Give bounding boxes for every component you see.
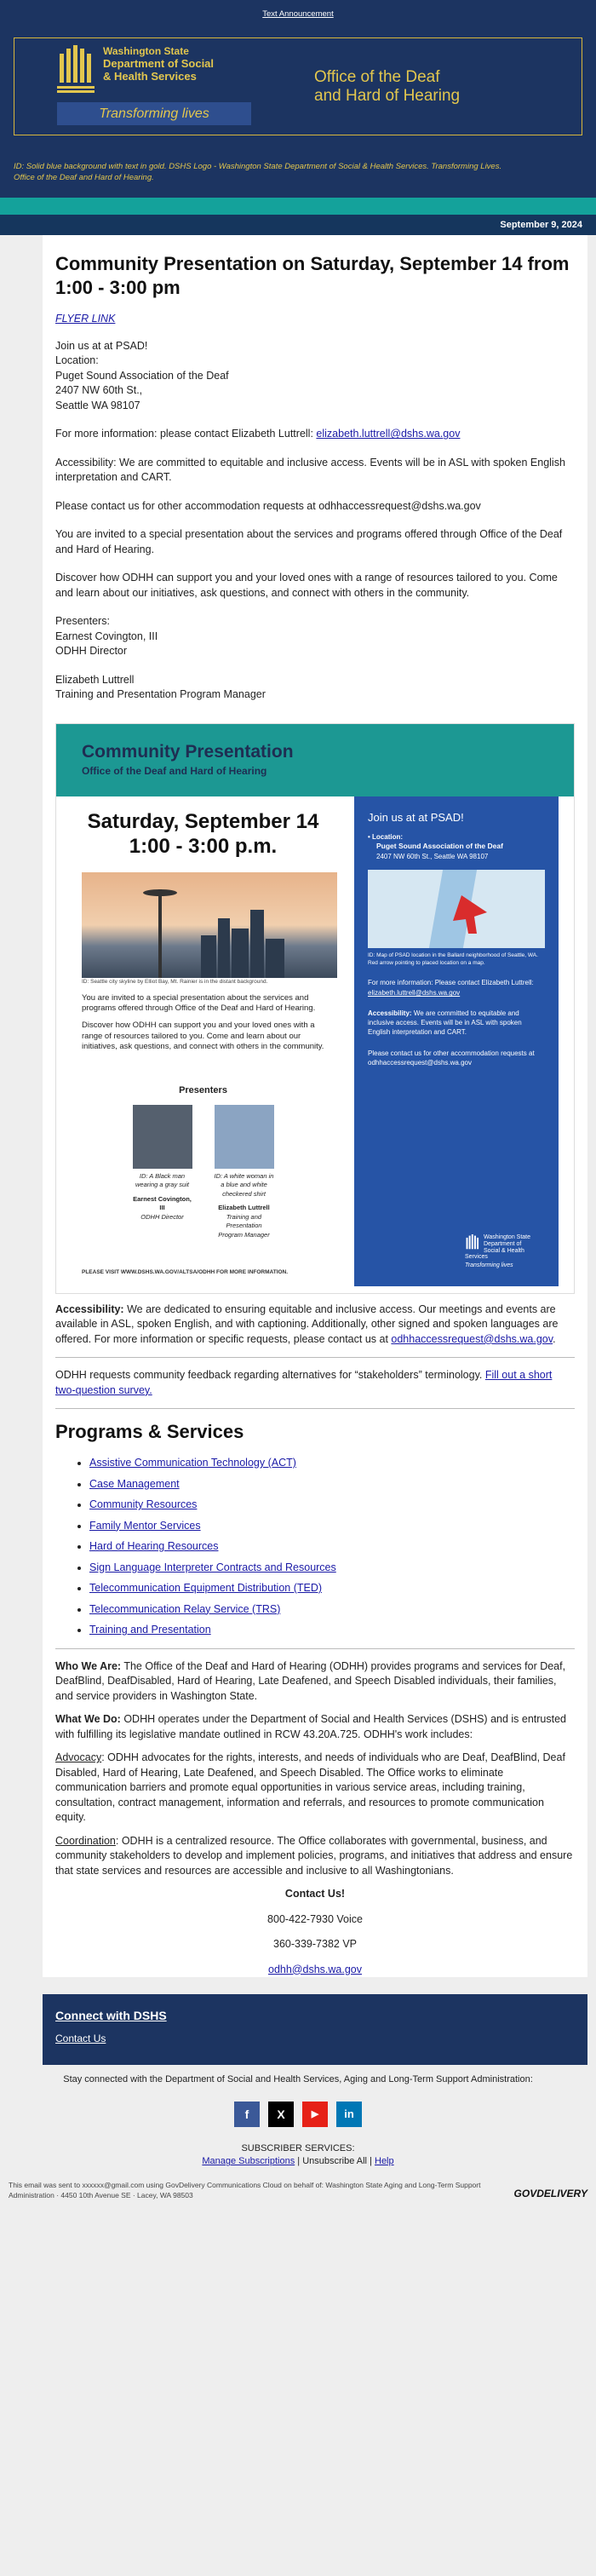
event-flyer — [55, 723, 575, 1294]
program-link-hoh[interactable]: Hard of Hearing Resources — [89, 1540, 219, 1553]
city: Seattle WA 98107 — [55, 399, 140, 411]
govdelivery-logo: GOVDELIVERY — [513, 2187, 587, 2199]
flyer-location: • Location: — [368, 833, 404, 841]
x-twitter-icon[interactable]: X — [268, 2102, 294, 2127]
contact-us-link[interactable]: Contact Us — [55, 2032, 106, 2044]
coordination: Coordination: ODHH is a centralized resource. The Office collaborates with governmental, business, and community stakeholders to develop and implement policies, programs, and initiatives that address and ensure that state services and resources are accessible and inclusive to all Washingtonians. — [55, 1834, 573, 1877]
youtube-icon[interactable]: ▶ — [302, 2102, 328, 2127]
connect-section — [43, 1994, 587, 2064]
program-item — [89, 1477, 575, 1492]
survey-text: ODHH requests community feedback regarding alternatives for “stakeholders” terminology. Fill out a short two-question survey. — [55, 1369, 553, 1396]
presenter2-name: Elizabeth Luttrell — [55, 673, 135, 686]
flyer-link[interactable]: FLYER LINK — [55, 313, 116, 325]
flyer-address: 2407 NW 60th St., Seattle WA 98107 — [376, 853, 489, 861]
survey-link[interactable]: Fill out a short two-question survey. — [55, 1369, 553, 1396]
flyer-access-text: We are committed to equitable and inclusive access. Events will be in ASL with spoken English interpretation and CART. — [368, 1009, 522, 1037]
flyer-venue: Puget Sound Association of the Deaf — [376, 842, 503, 851]
flyer-footer: PLEASE VISIT WWW.DSHS.WA.GOV/ALTSA/ODHH FOR MORE INFORMATION. — [82, 1268, 289, 1275]
flyer-contact: Please contact us for other accommodation requests at odhhaccessrequest@dshs.wa.gov — [368, 1049, 535, 1067]
more-info: For more information: please contact Elizabeth Luttrell: elizabeth.luttrell@dshs.wa.gov — [55, 428, 461, 440]
contact-email-link[interactable]: odhh@dshs.wa.gov — [268, 1963, 362, 1975]
email-body — [43, 235, 587, 1977]
facebook-icon[interactable]: f — [234, 2102, 260, 2127]
presenter1-photo — [133, 1105, 192, 1169]
program-item — [89, 1602, 575, 1618]
article-title: Community Presentation on Saturday, September 14 from 1:00 - 3:00 pm — [55, 253, 570, 299]
subscriber-services: SUBSCRIBER SERVICES: Manage Subscriptions | Unsubscribe All | Help — [202, 2142, 394, 2167]
elizabeth-email-link[interactable]: elizabeth.luttrell@dshs.wa.gov — [316, 428, 461, 440]
flyer-access-label: Accessibility: — [368, 1009, 412, 1018]
flyer-info-label: For more information: Please contact Elizabeth Luttrell: — [368, 979, 534, 987]
flyer-dshs-logo: Washington State Department of Social & Health Services Transforming lives — [465, 1234, 530, 1269]
social-icons — [51, 2102, 545, 2127]
connect-heading-link[interactable]: Connect with DSHS — [55, 2009, 167, 2023]
flyer-time: 1:00 - 3:00 p.m. — [129, 834, 278, 858]
contact-voice: 800-422-7930 Voice — [267, 1912, 363, 1925]
program-item — [89, 1539, 575, 1555]
flyer-date: Saturday, September 14 — [87, 809, 319, 833]
program-item — [89, 1519, 575, 1534]
program-link-trs[interactable]: Telecommunication Relay Service (TRS) — [89, 1602, 281, 1615]
who-we-are: Who We Are: The Office of the Deaf and Hard of Hearing (ODHH) provides programs and services for Deaf, DeafBlind, DeafDisabled, Hard of Hearing, Late Deafened, and Speech Disabled individuals, their families, and service providers in Washington State. — [55, 1659, 566, 1702]
skyline-caption: ID: Seattle city skyline by Elliot Bay, Mt. Rainier is in the distant background. — [82, 979, 268, 986]
presenter2-card-role: Training and Presentation Program Manager — [218, 1212, 270, 1239]
street: 2407 NW 60th St., — [55, 384, 143, 397]
seattle-skyline-photo — [82, 872, 337, 978]
contact-vp: 360-339-7382 VP — [273, 1938, 357, 1951]
presenter1-card-name: Earnest Covington, III — [133, 1194, 192, 1212]
presenter2-photo — [215, 1105, 274, 1169]
dshs-emblem-small-icon — [465, 1234, 480, 1253]
presenter2-alt: ID: A white woman in a blue and white checkered shirt — [214, 1171, 274, 1198]
legal-text: This email was sent to xxxxxx@gmail.com using GovDelivery Communications Cloud on behalf of: Washington State Aging and Long-Term Support Administration · 4450 10th Avenue SE · Lacey, WA 98503 — [9, 2180, 481, 2199]
divider — [55, 1408, 575, 1409]
help-link[interactable]: Help — [375, 2156, 394, 2167]
about-section — [55, 1659, 575, 1879]
flyer-info-email: elizabeth.luttrell@dshs.wa.gov — [368, 989, 461, 998]
email-header — [0, 0, 596, 198]
contact-section — [55, 1887, 575, 1977]
program-link-community[interactable]: Community Resources — [89, 1498, 198, 1511]
presenter1-name: Earnest Covington, III — [55, 630, 158, 642]
legal-footer — [0, 2169, 596, 2201]
presenter1-alt: ID: A Black man wearing a gray suit — [135, 1171, 189, 1189]
flyer-join: Join us at at PSAD! — [368, 810, 464, 824]
banner-image-description: ID: Solid blue background with text in gold. DSHS Logo - Washington State Department of Social & Health Services. Transforming Lives. Office of the Deaf and Hard of Hearing. — [14, 162, 502, 182]
access-request-email-link[interactable]: odhhaccessrequest@dshs.wa.gov — [391, 1332, 553, 1345]
manage-subscriptions-link[interactable]: Manage Subscriptions — [202, 2156, 295, 2167]
program-item — [89, 1498, 575, 1513]
divider — [55, 1648, 575, 1649]
map-arrow-icon — [368, 870, 545, 948]
presenter1-card — [133, 1105, 192, 1240]
linkedin-icon[interactable]: in — [336, 2102, 362, 2127]
programs-heading: Programs & Services — [55, 1421, 244, 1443]
presenter1-title: ODHH Director — [55, 645, 128, 658]
unsubscribe-link[interactable]: Unsubscribe All — [302, 2156, 368, 2167]
teal-divider — [0, 198, 596, 215]
program-link-family[interactable]: Family Mentor Services — [89, 1519, 201, 1532]
flyer-title: Community Presentation — [82, 741, 294, 762]
program-item — [89, 1623, 575, 1638]
invite-text: You are invited to a special presentation about the services and programs offered through Office of the Deaf and Hard of Hearing. — [55, 528, 563, 555]
flyer-subtitle: Office of the Deaf and Hard of Hearing — [82, 765, 267, 778]
presenter2-card — [215, 1105, 274, 1240]
text-announcement-link[interactable]: Text Announcement — [262, 9, 334, 19]
flyer-presenters-heading: Presenters — [179, 1085, 227, 1096]
flyer-left-column — [56, 796, 350, 1239]
flyer-para1: You are invited to a special presentation about the services and programs offered through Office of the Deaf and Hard of Hearing. — [82, 992, 316, 1013]
program-link-act[interactable]: Assistive Communication Technology (ACT) — [89, 1457, 296, 1469]
flyer-para2: Discover how ODHH can support you and your loved ones with a range of resources tailored to you. Come and learn about our initiatives, ask questions, and connect with others in the community. — [82, 1021, 324, 1051]
join-text: Join us at at PSAD! — [55, 339, 148, 352]
dshs-wordmark: Washington State Department of Social & Health Services — [103, 45, 215, 83]
dshs-emblem-icon — [57, 45, 95, 93]
program-item — [89, 1581, 575, 1596]
accommodation-text: Please contact us for other accommodation requests at odhhaccessrequest@dshs.wa.gov — [55, 499, 481, 512]
program-link-training[interactable]: Training and Presentation — [89, 1624, 211, 1636]
accessibility-text: Accessibility: We are committed to equitable and inclusive access. Events will be in ASL with spoken English interpretation and CART. — [55, 456, 565, 484]
date-bar: September 9, 2024 — [0, 215, 596, 235]
program-item — [89, 1456, 575, 1471]
footer — [0, 2065, 596, 2169]
office-name: Office of the Deaf and Hard of Hearing — [314, 67, 461, 105]
accessibility-block: Accessibility: We are dedicated to ensuring equitable and inclusive access. Our meetings and events are available in ASL, spoken English, and with captioning. Additionally, other signed and spoken languages are offered. For more information or specific requests, please contact us at odhhaccessrequest@dshs.wa.gov. — [55, 1302, 559, 1345]
programs-list — [55, 1456, 575, 1638]
venue: Puget Sound Association of the Deaf — [55, 369, 229, 382]
advocacy: Advocacy: ODHH advocates for the rights, interests, and needs of individuals who are Deaf, DeafBlind, Deaf Disabled, Hard of Hearing, Late Deafened, and Speech Disabled. The Office works to eliminate communication barriers and promote equal opportunities in various service areas, including training, consultation, contract management, information and referrals, and resources to promote communication equity. — [55, 1751, 565, 1824]
program-link-interpreter[interactable]: Sign Language Interpreter Contracts and Resources — [89, 1561, 336, 1573]
stay-connected-text: Stay connected with the Department of Social and Health Services, Aging and Long-Term Support Administration: — [63, 2073, 533, 2084]
presenters-label: Presenters: — [55, 615, 110, 628]
flyer-right-column — [354, 796, 559, 1286]
contact-heading: Contact Us! — [284, 1888, 346, 1900]
presenter1-card-role: ODHH Director — [140, 1212, 184, 1221]
program-item — [89, 1561, 575, 1576]
psad-map — [368, 870, 545, 948]
map-caption: ID: Map of PSAD location in the Ballard neighborhood of Seattle, WA. Red arrow pointing to placed location on a map. — [368, 952, 538, 967]
program-link-case[interactable]: Case Management — [89, 1477, 180, 1490]
dshs-odhh-banner — [14, 37, 582, 135]
program-link-ted[interactable]: Telecommunication Equipment Distribution (TED) — [89, 1582, 323, 1595]
discover-text: Discover how ODHH can support you and your loved ones with a range of resources tailored to you. Come and learn about our initiatives, ask questions, and connect with others in the community. — [55, 572, 558, 599]
divider — [55, 1357, 575, 1358]
presenter2-title: Training and Presentation Program Manager — [55, 688, 266, 701]
location-label: Location: — [55, 354, 99, 367]
dshs-logo — [14, 38, 270, 135]
what-we-do: What We Do: ODHH operates under the Department of Social and Health Services (DSHS) and is entrusted with fulfilling its legislative mandate outlined in RCW 43.20A.725. ODHH's work includes: — [55, 1713, 567, 1740]
presenter2-card-name: Elizabeth Luttrell — [218, 1204, 270, 1212]
flyer-title-bar — [56, 724, 574, 796]
tagline: Transforming lives — [57, 102, 251, 125]
